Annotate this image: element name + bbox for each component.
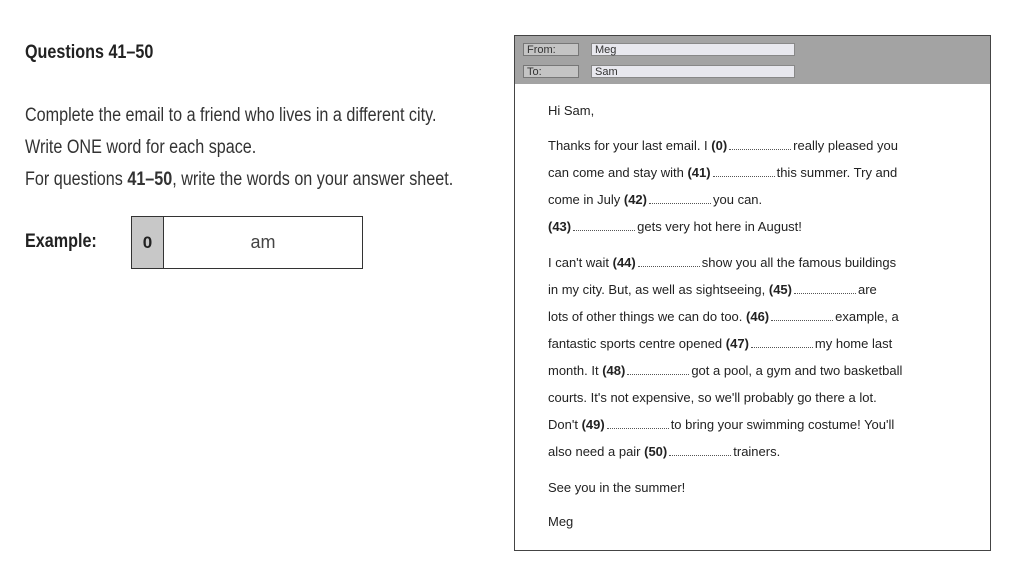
email-text: Hi Sam, [548, 103, 595, 118]
email-text: my home last [814, 336, 893, 351]
email-line [548, 480, 685, 495]
email-text: See you in the summer! [548, 480, 686, 495]
email-line [548, 219, 802, 234]
email-text: show you all the famous buildings [701, 255, 897, 270]
email-text: you can. [713, 192, 763, 207]
email-line [548, 255, 896, 270]
instruction-line [25, 164, 453, 196]
question-number: (41) [687, 165, 711, 180]
email-text: in my city. But, as well as sightseeing, [548, 282, 769, 297]
email-text: got a pool, a gym and two basketball [691, 363, 903, 378]
email-header [515, 36, 990, 84]
text: , write the words on your answer sheet. [172, 169, 454, 190]
email-line [548, 192, 762, 207]
question-number: (49) [581, 417, 605, 432]
email-text: also need a pair [548, 444, 645, 459]
example-label: Example: [25, 231, 97, 252]
question-number: (48) [602, 363, 626, 378]
answer-gap [794, 284, 856, 294]
email-text: to bring your swimming costume! You'll [670, 417, 895, 432]
instructions [25, 100, 453, 196]
email-text: are [857, 282, 877, 297]
answer-gap [649, 194, 711, 204]
example-number: 0 [132, 217, 164, 268]
to-field: Sam [591, 65, 795, 78]
email-text: example, a [835, 309, 899, 324]
email-text: this summer. Try and [776, 165, 898, 180]
answer-gap [771, 311, 833, 321]
example-answer: am [250, 232, 276, 252]
to-label: To: [523, 65, 579, 78]
email-line [548, 282, 877, 297]
answer-gap [729, 140, 791, 150]
question-range: 41–50 [127, 169, 173, 190]
answer-gap [607, 419, 669, 429]
email-text: I can't wait [548, 255, 613, 270]
question-number: (47) [725, 336, 749, 351]
email-text: lots of other things we can do too. [548, 309, 747, 324]
answer-gap [638, 257, 700, 267]
example-box [131, 216, 363, 269]
email-text: fantastic sports centre opened [548, 336, 726, 351]
answer-gap [751, 338, 813, 348]
email-text: courts. It's not expensive, so we'll probably go there a lot. [548, 390, 877, 405]
section-title: Questions 41–50 [25, 42, 154, 63]
from-field: Meg [591, 43, 795, 56]
email-text: come in July [548, 192, 624, 207]
email-form [514, 35, 991, 551]
email-line [548, 336, 892, 351]
instruction-line: Write ONE word for each space. [25, 137, 257, 158]
email-line [548, 165, 897, 180]
email-text: Don't [548, 417, 582, 432]
answer-gap [669, 446, 731, 456]
question-number: (46) [746, 309, 770, 324]
email-text: really pleased you [793, 138, 898, 153]
email-line [548, 390, 877, 405]
question-number: (44) [612, 255, 636, 270]
answer-gap [573, 221, 635, 231]
question-number: (0) [711, 138, 728, 153]
email-text: Thanks for your last email. I [548, 138, 712, 153]
email-text: can come and stay with [548, 165, 688, 180]
question-number: (42) [623, 192, 647, 207]
email-line [548, 514, 573, 529]
question-number: (45) [768, 282, 792, 297]
email-line [548, 309, 899, 324]
answer-gap [627, 365, 689, 375]
email-line [548, 363, 902, 378]
text: For questions [25, 169, 128, 190]
from-label: From: [523, 43, 579, 56]
email-line [548, 444, 780, 459]
email-line [548, 138, 898, 153]
email-text: trainers. [733, 444, 781, 459]
email-text: month. It [548, 363, 603, 378]
question-number: (43) [548, 219, 572, 234]
email-text: gets very hot here in August! [637, 219, 802, 234]
instruction-line: Complete the email to a friend who lives in a different city. [25, 105, 437, 126]
email-line [548, 417, 894, 432]
answer-gap [713, 167, 775, 177]
email-line [548, 103, 594, 118]
question-number: (50) [644, 444, 668, 459]
email-text: Meg [548, 514, 574, 529]
